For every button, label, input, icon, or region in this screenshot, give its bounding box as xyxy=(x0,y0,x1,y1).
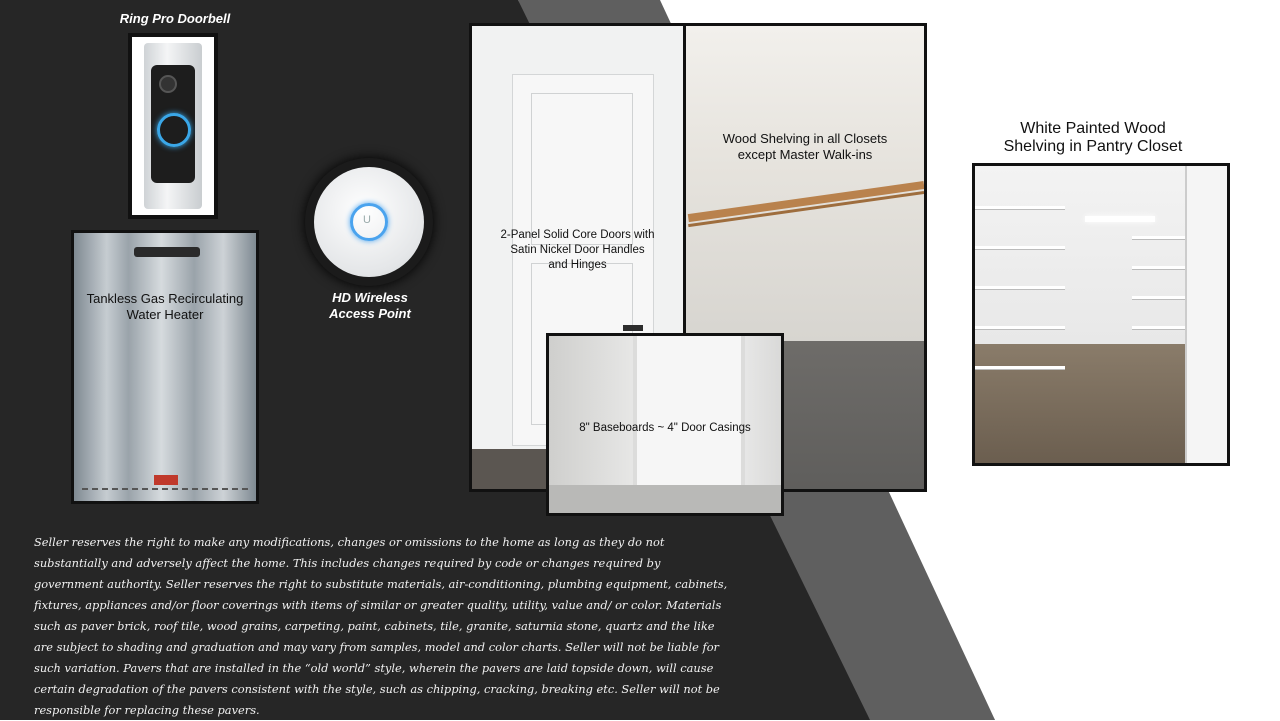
ceiling-light xyxy=(1085,216,1155,222)
camera-lens xyxy=(159,75,177,93)
disclaimer-text: Seller reserves the right to make any modifications, changes or omissions to the home as long as they do not substantially and adversely affect the home. This includes changes required by code or changes required by government authority. Seller reserves the right to substitute materials, air-conditioning, plumbing equipment, cabinets, fixtures, appliances and/or floor coverings with items of similar or greater quality, utility, value and/ or color. Materials such as paver brick, roof tile, wood grains, carpeting, paint, cabinets, tile, granite, saturnia stone, quartz and the like are subject to shading and graduation and may vary from samples, model and color charts. Seller will not be liable for such variation. Pavers that are installed in the “old world” style, wherein the pavers are laid topside down, will cause certain degradation of the pavers consistent with the style, such as chipping, cracking, breaking etc. Seller will not be responsible for replacing these pavers. xyxy=(34,535,728,717)
pantry-title: White Painted Wood Shelving in Pantry Closet xyxy=(1003,120,1183,155)
doors-caption: 2-Panel Solid Core Doors with Satin Nickel Door Handles and Hinges xyxy=(500,229,655,271)
closet-caption: Wood Shelving in all Closets except Master Walk-ins xyxy=(722,131,888,162)
access-point-photo: U xyxy=(305,158,433,286)
heater-logo xyxy=(154,475,178,485)
access-point-title: HD Wireless Access Point xyxy=(329,290,411,321)
doorbell-photo xyxy=(128,33,218,219)
baseboards-caption: 8" Baseboards ~ 4" Door Casings xyxy=(579,422,751,434)
pantry-photo xyxy=(972,163,1230,466)
door-handle xyxy=(623,325,643,331)
baseboards-photo xyxy=(546,333,784,516)
doorbell-button-ring xyxy=(157,113,191,147)
heater-caption: Tankless Gas Recirculating Water Heater xyxy=(86,291,244,322)
doorbell-title: Ring Pro Doorbell xyxy=(119,11,231,26)
doorbell-device xyxy=(144,43,202,209)
water-heater-photo xyxy=(71,230,259,504)
